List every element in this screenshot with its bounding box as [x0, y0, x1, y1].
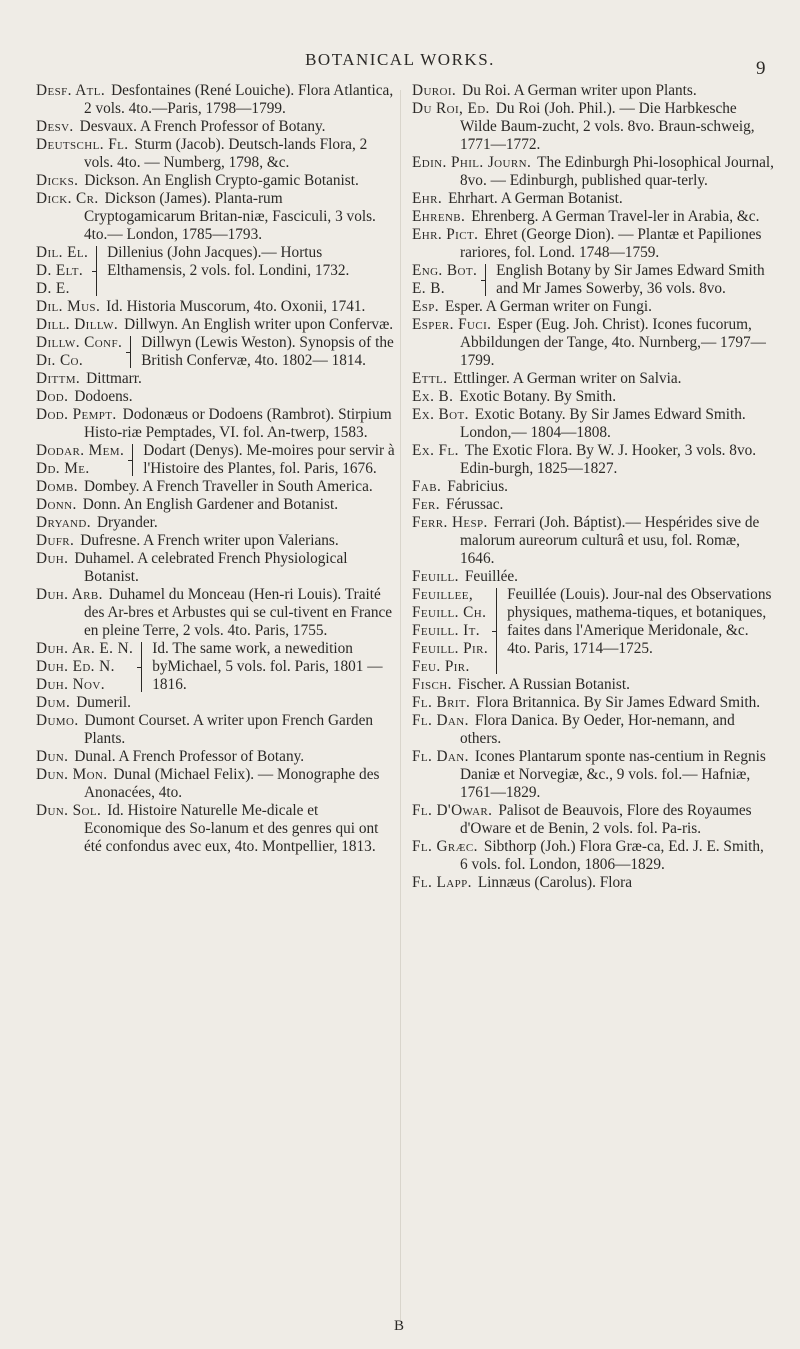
- entry: [36, 388, 396, 406]
- entry-abbreviation: Dil. El.: [36, 244, 89, 261]
- page-number: 9: [756, 58, 766, 79]
- brace: [129, 444, 138, 476]
- entry-abbreviation: Duh. Ed. N.: [36, 658, 115, 675]
- entry: [412, 154, 774, 190]
- entry: [412, 226, 774, 262]
- entry-abbreviation: Dun. Mon.: [36, 766, 108, 783]
- entry-text: Ferrari (Joh. Báptist).— Hespérides sive de malorum aureorum culturâ et usu, fol. Romæ, 1646.: [460, 514, 760, 567]
- entry-text: Duhamel. A celebrated French Physiological Botanist.: [74, 550, 348, 585]
- abbreviation-group: [36, 442, 126, 478]
- entry: [412, 496, 774, 514]
- entry-text: Dittmarr.: [86, 370, 142, 387]
- entry-text: Fischer. A Russian Botanist.: [457, 676, 630, 693]
- entry-abbreviation: Dod.: [36, 388, 69, 405]
- brace: [493, 588, 502, 674]
- entry: [36, 370, 396, 388]
- entry-abbreviation: Donn.: [36, 496, 77, 513]
- bracketed-entry: [36, 442, 396, 478]
- entry: [36, 748, 396, 766]
- entry-text: Flora Danica. By Oeder, Hor-nemann, and others.: [460, 712, 735, 747]
- entry-abbreviation: Ex. B.: [412, 388, 454, 405]
- entry-abbreviation: Duh. Ar. E. N.: [36, 640, 134, 657]
- entry-text: Dodart (Denys). Me-moires pour servir à l'Histoire des Plantes, fol. Paris, 1676.: [143, 442, 395, 477]
- entry-text: Ehret (George Dion). — Plantæ et Papiliones rariores, fol. Lond. 1748—1759.: [460, 226, 762, 261]
- entry-text: Linnæus (Carolus). Flora: [477, 874, 633, 891]
- entry-abbreviation: Dittm.: [36, 370, 81, 387]
- bracketed-entry: [36, 640, 396, 694]
- entry-abbreviation: Esper. Fuci.: [412, 316, 492, 333]
- entry-abbreviation: Dillw. Conf.: [36, 334, 123, 351]
- entry-text: Id. Historia Muscorum, 4to. Oxonii, 1741.: [106, 298, 366, 315]
- entry: [36, 136, 396, 172]
- entry-abbreviation: Dufr.: [36, 532, 75, 549]
- entry-abbreviation: Fl. Græc.: [412, 838, 478, 855]
- entry-abbreviation: Fl. Brit.: [412, 694, 471, 711]
- entry-abbreviation: Dun. Sol.: [36, 802, 102, 819]
- entry-text: Férussac.: [446, 496, 504, 513]
- entry-abbreviation: Fab.: [412, 478, 442, 495]
- entry-text: The Edinburgh Phi-losophical Journal, 8vo. — Edinburgh, published quar-terly.: [460, 154, 774, 189]
- entry-abbreviation: Dill. Dillw.: [36, 316, 119, 333]
- entry: [412, 874, 774, 892]
- entry-abbreviation: Dryand.: [36, 514, 91, 531]
- entry-text: Ettlinger. A German writer on Salvia.: [453, 370, 682, 387]
- entry: [412, 298, 774, 316]
- abbreviation-group: [412, 586, 490, 676]
- entry-text: Dunal (Michael Felix). — Monographe des Anonacées, 4to.: [84, 766, 380, 801]
- entry-abbreviation: Duroi.: [412, 82, 457, 99]
- entry-text: Dillwyn (Lewis Weston). Synopsis of the British Confervæ, 4to. 1802— 1814.: [141, 334, 394, 369]
- entry-text: Palisot de Beauvois, Flore des Royaumes d'Oware et de Benin, 2 vols. fol. Pa-ris.: [460, 802, 752, 837]
- brace: [93, 246, 102, 296]
- bracketed-entry: [412, 586, 774, 676]
- entry: [412, 316, 774, 370]
- entry: [412, 442, 774, 478]
- entry-abbreviation: Fisch.: [412, 676, 452, 693]
- entry: [36, 802, 396, 856]
- entry: [412, 694, 774, 712]
- entry-abbreviation: Fl. D'Owar.: [412, 802, 493, 819]
- entry-abbreviation: Dod. Pempt.: [36, 406, 117, 423]
- entry-abbreviation: Desf. Atl.: [36, 82, 106, 99]
- right-column: [412, 82, 774, 892]
- left-column: [36, 82, 396, 856]
- entry-text: Ehrhart. A German Botanist.: [448, 190, 623, 207]
- bracketed-entry: [36, 244, 396, 298]
- entry: [412, 568, 774, 586]
- entry-text: Du Roi. A German writer upon Plants.: [462, 82, 697, 99]
- entry-text: Fabricius.: [447, 478, 508, 495]
- entry: [412, 208, 774, 226]
- entry-abbreviation: D. Elt.: [36, 262, 84, 279]
- entry: [412, 406, 774, 442]
- entry: [36, 478, 396, 496]
- entry: [412, 388, 774, 406]
- entry-text: Dillenius (John Jacques).— Hortus Elthamensis, 2 vols. fol. Londini, 1732.: [107, 244, 350, 279]
- abbreviation-group: [36, 640, 135, 694]
- entry-text: Feuillée.: [464, 568, 519, 585]
- entry-abbreviation: Dodar. Mem.: [36, 442, 125, 459]
- entry-text: English Botany by Sir James Edward Smith and Mr James Sowerby, 36 vols. 8vo.: [496, 262, 765, 297]
- entry-abbreviation: Fl. Dan.: [412, 748, 469, 765]
- entry-abbreviation: Duh.: [36, 550, 69, 567]
- entry: [36, 190, 396, 244]
- entry: [412, 190, 774, 208]
- entry-text: Du Roi (Joh. Phil.). — Die Harbkesche Wilde Baum-zucht, 2 vols. 8vo. Braun-schweig, 1771—1772.: [460, 100, 755, 153]
- entry-abbreviation: Feuill. It.: [412, 622, 480, 639]
- entry-text: Desfontaines (René Louiche). Flora Atlantica, 2 vols. 4to.—Paris, 1798—1799.: [84, 82, 394, 117]
- entry-abbreviation: Fer.: [412, 496, 440, 513]
- entry-text: Dufresne. A French writer upon Valerians.: [80, 532, 339, 549]
- entry-text: Dunal. A French Professor of Botany.: [74, 748, 305, 765]
- entry-text: Esper. A German writer on Fungi.: [445, 298, 652, 315]
- entry-text: Dodonæus or Dodoens (Rambrot). Stirpium Histo-riæ Pemptades, VI. fol. An-twerp, 1583.: [84, 406, 392, 441]
- entry: [36, 532, 396, 550]
- entry: [36, 82, 396, 118]
- entry: [412, 82, 774, 100]
- entry-abbreviation: Feuillee,: [412, 586, 474, 603]
- entry: [412, 838, 774, 874]
- entry-abbreviation: Domb.: [36, 478, 78, 495]
- entry-abbreviation: Dicks.: [36, 172, 79, 189]
- entry: [36, 766, 396, 802]
- entry-abbreviation: Ehr. Pict.: [412, 226, 479, 243]
- entry: [412, 676, 774, 694]
- entry-abbreviation: Ehrenb.: [412, 208, 466, 225]
- entry-abbreviation: Ex. Bot.: [412, 406, 469, 423]
- entry: [412, 100, 774, 154]
- brace: [138, 642, 147, 692]
- entry-abbreviation: Du Roi, Ed.: [412, 100, 490, 117]
- entry: [412, 514, 774, 568]
- entry-text: Flora Britannica. By Sir James Edward Smith.: [476, 694, 761, 711]
- entry: [412, 478, 774, 496]
- entry-abbreviation: Duh. Arb.: [36, 586, 103, 603]
- entry-text: Exotic Botany. By Smith.: [459, 388, 617, 405]
- entry-text: Sturm (Jacob). Deutsch-lands Flora, 2 vols. 4to. — Numberg, 1798, &c.: [84, 136, 368, 171]
- entry-text: Ehrenberg. A German Travel-ler in Arabia, &c.: [471, 208, 760, 225]
- entry-text: Icones Plantarum sponte nas-centium in Regnis Daniæ et Norvegiæ, &c., 9 vols. fol.— Hafniæ, 1761—1829.: [460, 748, 766, 801]
- bracketed-entry: [36, 334, 396, 370]
- entry-abbreviation: Ehr.: [412, 190, 443, 207]
- entry-abbreviation: Eng. Bot.: [412, 262, 478, 279]
- entry-abbreviation: Dum.: [36, 694, 71, 711]
- entry-text: Feuillée (Louis). Jour-nal des Observations physiques, mathema-tiques, et botaniques, faites dans l'Amerique Meridonale, &c. 4to. Paris, 1714—1725.: [507, 586, 772, 657]
- abbreviation-group: [36, 334, 124, 370]
- entry-text: Dickson. An English Crypto-gamic Botanist.: [84, 172, 359, 189]
- entry-abbreviation: Feuill. Ch.: [412, 604, 487, 621]
- entry-text: Id. Histoire Naturelle Me-dicale et Economique des So-lanum et des genres qui ont été confondus avec eux, 4to. Montpellier, 1813.: [84, 802, 379, 855]
- bracketed-entry: [412, 262, 774, 298]
- entry-text: Dryander.: [96, 514, 158, 531]
- entry-abbreviation: D. E.: [36, 280, 70, 297]
- entry: [36, 298, 396, 316]
- entry: [36, 118, 396, 136]
- entry-abbreviation: E. B.: [412, 280, 446, 297]
- entry: [36, 316, 396, 334]
- entry-abbreviation: Edin. Phil. Journ.: [412, 154, 532, 171]
- entry: [36, 694, 396, 712]
- entry: [412, 712, 774, 748]
- entry: [36, 712, 396, 748]
- entry-abbreviation: Dumo.: [36, 712, 79, 729]
- signature-mark: B: [394, 1318, 405, 1334]
- entry: [36, 406, 396, 442]
- entry: [36, 586, 396, 640]
- entry-text: Duhamel du Monceau (Hen-ri Louis). Traité des Ar-bres et Arbustes qui se cul-tivent en France en pleine Terre, 2 vols. 4to. Paris, 1755.: [84, 586, 393, 639]
- entry-text: Dickson (James). Planta-rum Cryptogamicarum Britan-niæ, Fasciculi, 3 vols. 4to.— London, 1785—1793.: [84, 190, 376, 243]
- entry-text: Exotic Botany. By Sir James Edward Smith. London,— 1804—1808.: [460, 406, 746, 441]
- entry: [412, 748, 774, 802]
- entry-abbreviation: Di. Co.: [36, 352, 84, 369]
- brace: [127, 336, 136, 368]
- entry-abbreviation: Esp.: [412, 298, 440, 315]
- entry-abbreviation: Fl. Lapp.: [412, 874, 472, 891]
- brace: [482, 264, 491, 296]
- entry-text: Dombey. A French Traveller in South America.: [83, 478, 373, 495]
- entry-abbreviation: Dick. Cr.: [36, 190, 99, 207]
- entry-text: Sibthorp (Joh.) Flora Græ-ca, Ed. J. E. Smith, 6 vols. fol. London, 1806—1829.: [460, 838, 764, 873]
- entry-abbreviation: Dil. Mus.: [36, 298, 101, 315]
- entry-text: Dumont Courset. A writer upon French Garden Plants.: [84, 712, 374, 747]
- entry-abbreviation: Feuill. Pir.: [412, 640, 489, 657]
- column-rule: [400, 90, 401, 1320]
- entry-abbreviation: Dun.: [36, 748, 69, 765]
- entry-text: Esper (Eug. Joh. Christ). Icones fucorum, Abbildungen der Tange, 4to. Nurnberg,— 1797—1799.: [460, 316, 766, 369]
- entry: [36, 172, 396, 190]
- entry-abbreviation: Duh. Nov.: [36, 676, 105, 693]
- entry-abbreviation: Desv.: [36, 118, 74, 135]
- entry-abbreviation: Ferr. Hesp.: [412, 514, 488, 531]
- entry-text: Dodoens.: [74, 388, 133, 405]
- entry-text: Id. The same work, a newedition byMichael, 5 vols. fol. Paris, 1801 —1816.: [152, 640, 383, 693]
- entry-text: Donn. An English Gardener and Botanist.: [82, 496, 339, 513]
- entry-abbreviation: Ex. Fl.: [412, 442, 459, 459]
- entry-abbreviation: Dd. Me.: [36, 460, 90, 477]
- entry: [412, 370, 774, 388]
- running-header: BOTANICAL WORKS.: [305, 50, 495, 69]
- entry-abbreviation: Fl. Dan.: [412, 712, 469, 729]
- entry-text: Dumeril.: [76, 694, 132, 711]
- entry-text: Desvaux. A French Professor of Botany.: [79, 118, 326, 135]
- entry-text: The Exotic Flora. By W. J. Hooker, 3 vols. 8vo. Edin-burgh, 1825—1827.: [460, 442, 757, 477]
- entry-abbreviation: Feuill.: [412, 568, 459, 585]
- abbreviation-group: [412, 262, 479, 298]
- entry: [36, 496, 396, 514]
- entry: [36, 514, 396, 532]
- entry-abbreviation: Deutschl. Fl.: [36, 136, 129, 153]
- entry: [412, 802, 774, 838]
- entry-abbreviation: Feu. Pir.: [412, 658, 470, 675]
- entry-abbreviation: Ettl.: [412, 370, 448, 387]
- entry-text: Dillwyn. An English writer upon Confervæ.: [124, 316, 394, 333]
- entry: [36, 550, 396, 586]
- abbreviation-group: [36, 244, 90, 298]
